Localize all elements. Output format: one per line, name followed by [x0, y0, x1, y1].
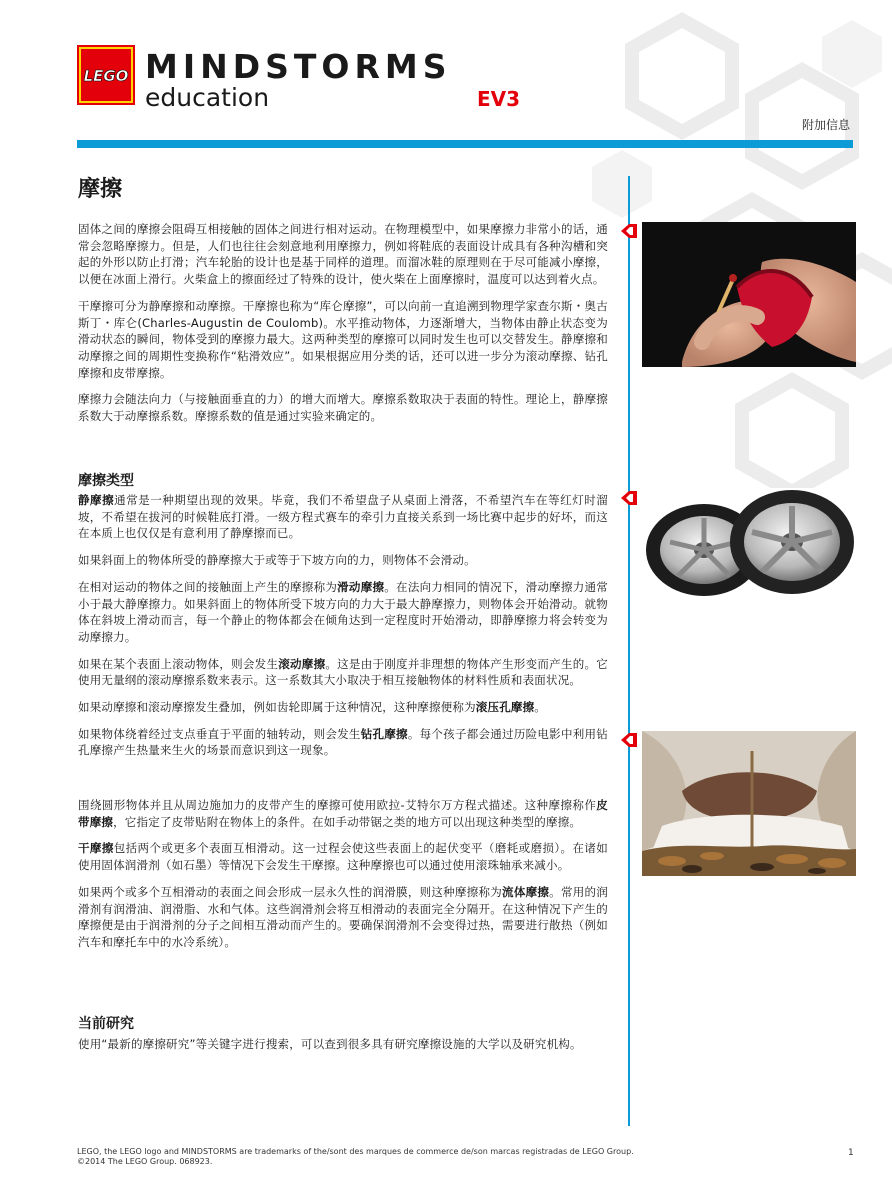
svg-text:education: education — [145, 83, 270, 110]
term: 皮带摩擦 — [78, 798, 608, 829]
friction-types-continued — [78, 797, 608, 951]
belt-friction-paragraph: 围绕圆形物体并且从周边施加力的皮带产生的摩擦可使用欧拉-艾特尔万方程式描述。这种摩擦称作皮带摩擦，它指定了皮带贴附在物体上的条件。在如手动带锯之类的地方可以出现这种类型的摩擦。 — [78, 798, 608, 829]
column-divider-line — [628, 176, 630, 1126]
term: 钻孔摩擦 — [360, 726, 408, 741]
intro-paragraph: 摩擦力会随法向力（与接触面垂直的力）的增大而增大。摩擦系数取决于表面的特性。理论上，静摩擦系数大于动摩擦系数。摩擦系数的值是通过实验来确定的。 — [78, 392, 608, 424]
static-friction-paragraph: 静摩擦通常是一种期望出现的效果。毕竟，我们不希望盘子从桌面上滑落，不希望汽车在等红灯时溜坡，不希望在拔河的时候鞋底打滑。一级方程式赛车的牵引力直接关系到一场比赛中起步的好坏，而这在本质上也仅仅是有意利用了静摩擦而已。 — [78, 493, 608, 541]
svg-text:MINDSTORMS: MINDSTORMS — [145, 47, 452, 86]
section-heading: 当前研究 — [78, 1016, 134, 1032]
research-section — [78, 1013, 608, 1053]
header-blue-bar — [77, 140, 853, 148]
term: 流体摩擦 — [502, 884, 550, 899]
term: 滚压孔摩擦 — [475, 700, 535, 715]
term: 滚动摩擦 — [278, 656, 326, 671]
section-heading: 摩擦类型 — [78, 473, 134, 489]
term: 滑动摩擦 — [337, 579, 385, 594]
research-paragraph: 使用“最新的摩擦研究”等关键字进行搜索，可以查到很多具有研究摩擦设施的大学以及研究机构。 — [78, 1037, 582, 1051]
drilling-friction-paragraph: 如果物体绕着经过支点垂直于平面的轴转动，则会发生钻孔摩擦。每个孩子都会通过历险电影中利用钻孔摩擦产生热量来生火的场景而意识到这一现象。 — [78, 726, 608, 758]
term: 静摩擦 — [78, 493, 115, 507]
rolling-sliding-paragraph: 如果动摩擦和滚动摩擦发生叠加，例如齿轮即属于这种情况，这种摩擦便称为滚压孔摩擦。 — [78, 700, 546, 715]
term: 干摩擦 — [78, 841, 114, 856]
page-title: 摩擦 — [78, 177, 123, 202]
lego-mindstorms-education-ev3-logo — [77, 45, 532, 110]
additional-info-label: 附加信息 — [802, 118, 851, 132]
svg-text:EV3: EV3 — [477, 87, 521, 110]
car-tires-photo — [642, 488, 856, 600]
image-marker-icon — [620, 731, 638, 749]
match-striking-photo — [642, 222, 856, 367]
fluid-friction-paragraph: 如果两个或多个互相滑动的表面之间会形成一层永久性的润滑膜，则这种摩擦称为流体摩擦。常用的润滑剂有润滑油、润滑脂、水和气体。这些润滑剂会将互相滑动的表面完全分隔开。在这种情况下产生的摩擦便是由于润滑剂的分子之间相互滑动而产生的。要确保润滑剂不会变得过热，需要进行散热（例如汽车和摩托车中的水冷系统）。 — [78, 884, 608, 949]
page-number: 1 — [848, 1148, 854, 1158]
dry-friction-paragraph: 干摩擦包括两个或更多个表面互相滑动。这一过程会使这些表面上的起伏变平（磨耗或磨损）。在诸如使用固体润滑剂（如石墨）等情况下会发生干摩擦。这种摩擦也可以通过使用滚珠轴承来减小。 — [78, 841, 608, 873]
kinetic-friction-paragraph: 在相对运动的物体之间的接触面上产生的摩擦称为滑动摩擦。在法向力相同的情况下，滑动摩擦力通常小于最大静摩擦力。如果斜面上的物体所受下坡方向的力大于最大静摩擦力，则物体会开始滑动。就物体在斜坡上滑动而言，每一个静止的物体都会在倾角达到一定程度时开始滑动，即静摩擦力将会转变为动摩擦力。 — [78, 579, 608, 644]
incline-paragraph: 如果斜面上的物体所受的静摩擦大于或等于下坡方向的力，则物体不会滑动。 — [78, 553, 476, 568]
image-marker-icon — [620, 489, 638, 507]
svg-text:LEGO: LEGO — [83, 67, 129, 85]
intro-section — [78, 221, 608, 425]
legal-footer: LEGO, the LEGO logo and MINDSTORMS are trademarks of the/sont des marques de commerce de/son marcas registradas de LEGO Group. ©2014 The LEGO Group. 068923. — [77, 1147, 634, 1166]
intro-paragraph: 干摩擦可分为静摩擦和动摩擦。干摩擦也称为“库仑摩擦”，可以向前一直追溯到物理学家查尔斯・奥古斯丁・库仑(Charles-Augustin de Coulomb)。水平推动物体，力逐渐增大，当物体由静止状态变为滑动状态的瞬间，物体受到的摩擦力最大。这两种类型的摩擦可以同时发生也可以交替发生。静摩擦和动摩擦之间的周期性变换称作“粘滑效应”。如果根据应用分类的话，还可以进一步分为滚动摩擦、钻孔摩擦和皮带摩擦。 — [78, 298, 608, 380]
rolling-friction-paragraph: 如果在某个表面上滚动物体，则会发生滚动摩擦。这是由于刚度并非理想的物体产生形变而产生的。它使用无量纲的滚动摩擦系数来表示。这一系数其大小取决于相互接触物体的材料性质和表面状况。 — [78, 656, 608, 688]
image-marker-icon — [620, 222, 638, 240]
fire-drill-photo — [642, 731, 856, 876]
friction-types-section — [78, 470, 608, 759]
intro-paragraph: 固体之间的摩擦会阻碍互相接触的固体之间进行相对运动。在物理模型中，如果摩擦力非常小的话，通常会忽略摩擦力。但是，人们也往往会刻意地利用摩擦力，例如将鞋底的表面设计成具有各种沟槽和突起的外形以防止打滑；汽车轮胎的设计也是基于同样的道理。而溜冰鞋的原理则在于尽可能减小摩擦，以便在冰面上滑行。火柴盒上的擦面经过了特殊的设计，使火柴在上面摩擦时，温度可以达到着火点。 — [78, 222, 608, 287]
